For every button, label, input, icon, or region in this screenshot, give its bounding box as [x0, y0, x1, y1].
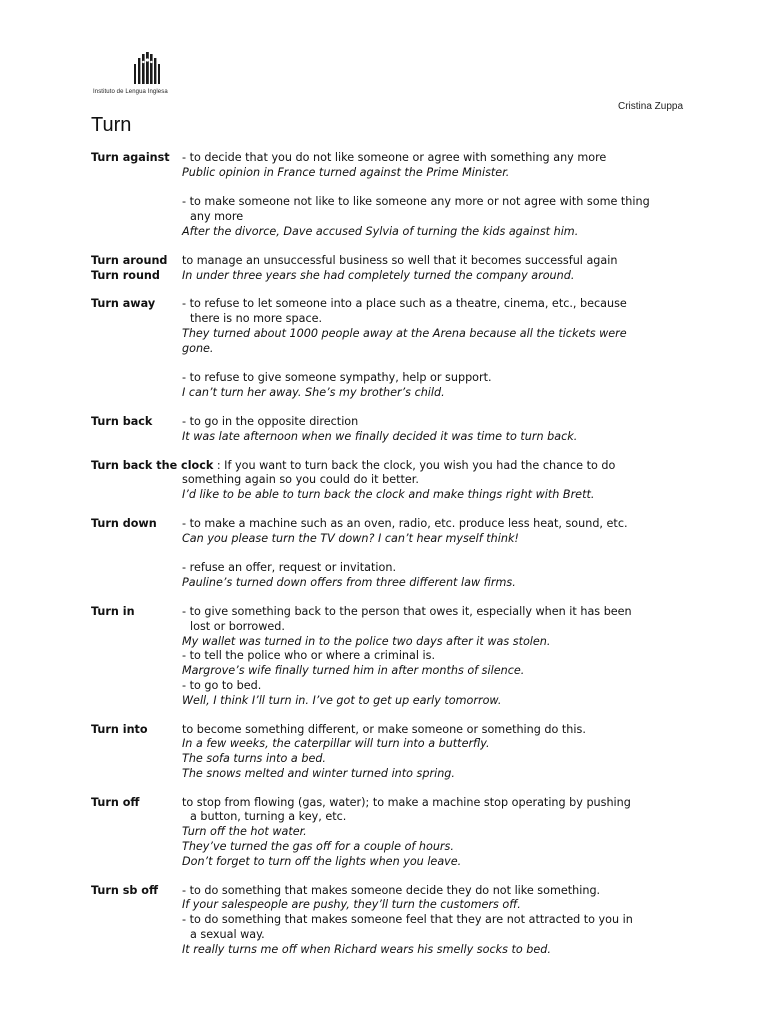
entry-term: Turn down [91, 516, 157, 530]
logo-text: Instituto de Lengua Inglesa [93, 89, 168, 95]
definition-line: - to tell the police who or where a criminal is. [182, 649, 436, 663]
entry [91, 254, 691, 284]
entry [91, 297, 691, 401]
definition-line: to become something different, or make someone or something do this. [182, 722, 586, 736]
definition-line: - to go to bed. [182, 678, 262, 692]
example-sentence: Well, I think I’ll turn in. I’ve got to get up early tomorrow. [182, 693, 502, 707]
entry [91, 415, 691, 445]
spacer [182, 357, 691, 372]
example-sentence: In a few weeks, the caterpillar will turn into a butterfly. [182, 737, 490, 751]
example-sentence: It was late afternoon when we finally decided it was time to turn back. [182, 429, 578, 443]
example-sentence: The sofa turns into a bed. [182, 752, 326, 766]
example-sentence: gone. [182, 341, 214, 355]
definition-line: something again so you could do it better. [182, 473, 419, 487]
institute-logo [90, 50, 206, 106]
example-sentence: Pauline’s turned down offers from three different law firms. [182, 576, 516, 590]
entry-term: Turn into [91, 722, 148, 736]
phrasal-verb-list [91, 151, 691, 972]
example-sentence: They’ve turned the gas off for a couple of hours. [182, 840, 454, 854]
example-sentence: They turned about 1000 people away at the Arena because all the tickets were [182, 326, 627, 340]
example-sentence: The snows melted and winter turned into spring. [182, 766, 455, 780]
entry-term: Turn back the clock [91, 458, 214, 472]
example-sentence: Can you please turn the TV down? I can’t hear myself think! [182, 531, 519, 545]
entry-definition: : If you want to turn back the clock, you wish you had the chance to do [213, 458, 616, 472]
definition-line: - to refuse to let someone into a place such as a theatre, cinema, etc., because [182, 297, 627, 311]
definition-line: - refuse an offer, request or invitation. [182, 561, 397, 575]
logo-mark-icon [90, 50, 206, 90]
definition-line: to stop from flowing (gas, water); to make a machine stop operating by pushing [182, 795, 631, 809]
definition-line: lost or borrowed. [190, 619, 285, 633]
example-sentence: I’d like to be able to turn back the clock and make things right with Brett. [182, 488, 595, 502]
definition-line: a sexual way. [190, 928, 265, 942]
definition-line: - to give something back to the person that owes it, especially when it has been [182, 604, 632, 618]
definition-line: - to decide that you do not like someone or agree with something any more [182, 151, 607, 164]
author-name: Cristina Zuppa [618, 101, 684, 112]
entry-term: Turn sb off [91, 883, 159, 897]
example-sentence: If your salespeople are pushy, they’ll turn the customers off. [182, 898, 521, 912]
definition-line: any more [190, 210, 244, 224]
example-sentence: Public opinion in France turned against the Prime Minister. [182, 165, 510, 179]
definition-line: - to go in the opposite direction [182, 414, 359, 428]
definition-line: - to do something that makes someone feel that they are not attracted to you in [182, 913, 633, 927]
example-sentence: In under three years she had completely turned the company around. [182, 268, 575, 282]
entry-term: Turn away [91, 297, 156, 311]
spacer [182, 547, 691, 562]
spacer [182, 181, 691, 196]
example-sentence: Margrove’s wife finally turned him in after months of silence. [182, 664, 525, 678]
entry [91, 605, 691, 709]
definition-line: - to make a machine such as an oven, radio, etc. produce less heat, sound, etc. [182, 516, 628, 530]
definition-line: - to refuse to give someone sympathy, help or support. [182, 371, 492, 385]
entry [91, 517, 691, 591]
example-sentence: My wallet was turned in to the police two days after it was stolen. [182, 634, 551, 648]
definition-line: a button, turning a key, etc. [190, 810, 347, 824]
entry-term: Turn off [91, 795, 140, 809]
entry-term: Turn around [91, 253, 168, 267]
definition-line: there is no more space. [190, 312, 323, 326]
example-sentence: After the divorce, Dave accused Sylvia of turning the kids against him. [182, 224, 579, 238]
entry-term: Turn back [91, 414, 153, 428]
entry-term: Turn in [91, 604, 135, 618]
entry [91, 723, 691, 782]
entry [91, 459, 691, 503]
definition-line: - to do something that makes someone decide they do not like something. [182, 883, 601, 897]
entry [91, 151, 691, 240]
entry-term: Turn against [91, 151, 170, 164]
entry-first-line [91, 459, 691, 474]
example-sentence: It really turns me off when Richard wears his smelly socks to bed. [182, 942, 551, 956]
page-title: Turn [91, 114, 132, 136]
entry-term: Turn round [91, 268, 160, 282]
entry [91, 796, 691, 870]
example-sentence: Don’t forget to turn off the lights when you leave. [182, 854, 462, 868]
definition-line: to manage an unsuccessful business so well that it becomes successful again [182, 253, 618, 267]
definition-line: - to make someone not like to like someone any more or not agree with some thing [182, 195, 650, 209]
entry [91, 884, 691, 958]
example-sentence: Turn off the hot water. [182, 825, 307, 839]
example-sentence: I can’t turn her away. She’s my brother’s child. [182, 386, 445, 400]
